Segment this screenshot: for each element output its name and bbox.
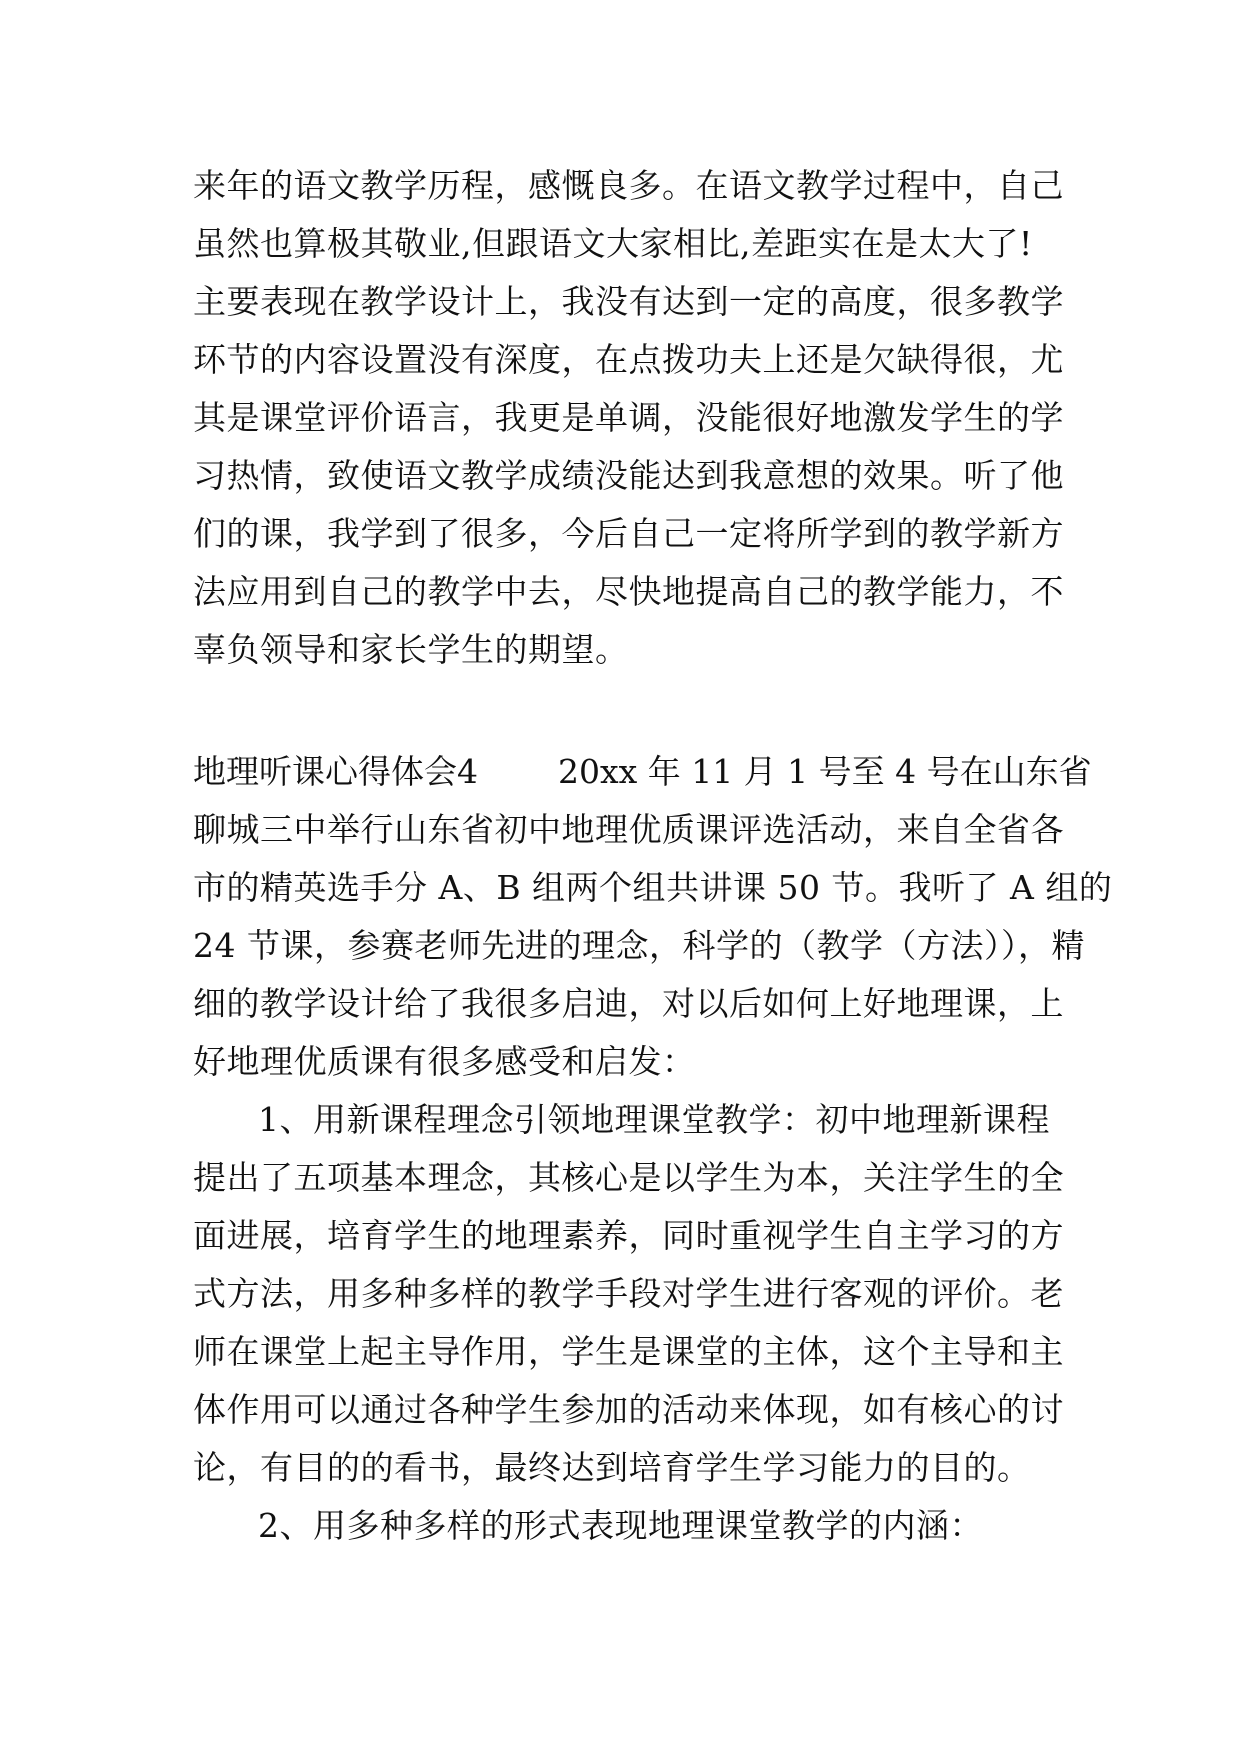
- paragraph-1-line-1: 来年的语文教学历程，感慨良多。在语文教学过程中，自己: [193, 166, 1064, 205]
- section-intro-line-5: 细的教学设计给了我很多启迪，对以后如何上好地理课，上: [193, 984, 1064, 1023]
- section-intro-line-3: 市的精英选手分 A、B 组两个组共讲课 50 节。我听了 A 组的: [193, 868, 1113, 907]
- point-1-line-6: 体作用可以通过各种学生参加的活动来体现，如有核心的讨: [193, 1390, 1064, 1429]
- paragraph-1-line-6: 习热情，致使语文教学成绩没能达到我意想的效果。听了他: [193, 456, 1064, 495]
- paragraph-1-line-2: 虽然也算极其敬业,但跟语文大家相比,差距实在是太大了!: [193, 224, 1033, 263]
- section-intro-line-4: 24 节课，参赛老师先进的理念，科学的（教学（方法）），精: [193, 926, 1085, 965]
- point-1-line-7: 论，有目的的看书，最终达到培育学生学习能力的目的。: [193, 1448, 1031, 1487]
- section-intro-first-line: 20xx 年 11 月 1 号至 4 号在山东省: [558, 752, 1092, 791]
- paragraph-1-line-3: 主要表现在教学设计上，我没有达到一定的高度，很多教学: [193, 282, 1064, 321]
- section-title: 地理听课心得体会4: [193, 752, 478, 791]
- paragraph-1-line-5: 其是课堂评价语言，我更是单调，没能很好地激发学生的学: [193, 398, 1064, 437]
- paragraph-1-line-9: 辜负领导和家长学生的期望。: [193, 630, 629, 669]
- point-1-line-1: 1、用新课程理念引领地理课堂教学：初中地理新课程: [258, 1100, 1050, 1139]
- point-1-line-4: 式方法，用多种多样的教学手段对学生进行客观的评价。老: [193, 1274, 1064, 1313]
- point-2-line-1: 2、用多种多样的形式表现地理课堂教学的内涵：: [258, 1506, 983, 1545]
- paragraph-1-line-8: 法应用到自己的教学中去，尽快地提高自己的教学能力，不: [193, 572, 1064, 611]
- paragraph-1-line-4: 环节的内容设置没有深度，在点拨功夫上还是欠缺得很，尤: [193, 340, 1064, 379]
- section-intro-line-2: 聊城三中举行山东省初中地理优质课评选活动，来自全省各: [193, 810, 1064, 849]
- point-1-line-5: 师在课堂上起主导作用，学生是课堂的主体，这个主导和主: [193, 1332, 1064, 1371]
- point-1-line-3: 面进展，培育学生的地理素养，同时重视学生自主学习的方: [193, 1216, 1064, 1255]
- section-intro-line-6: 好地理优质课有很多感受和启发：: [193, 1042, 696, 1081]
- point-1-line-2: 提出了五项基本理念，其核心是以学生为本，关注学生的全: [193, 1158, 1064, 1197]
- paragraph-1-line-7: 们的课，我学到了很多，今后自己一定将所学到的教学新方: [193, 514, 1064, 553]
